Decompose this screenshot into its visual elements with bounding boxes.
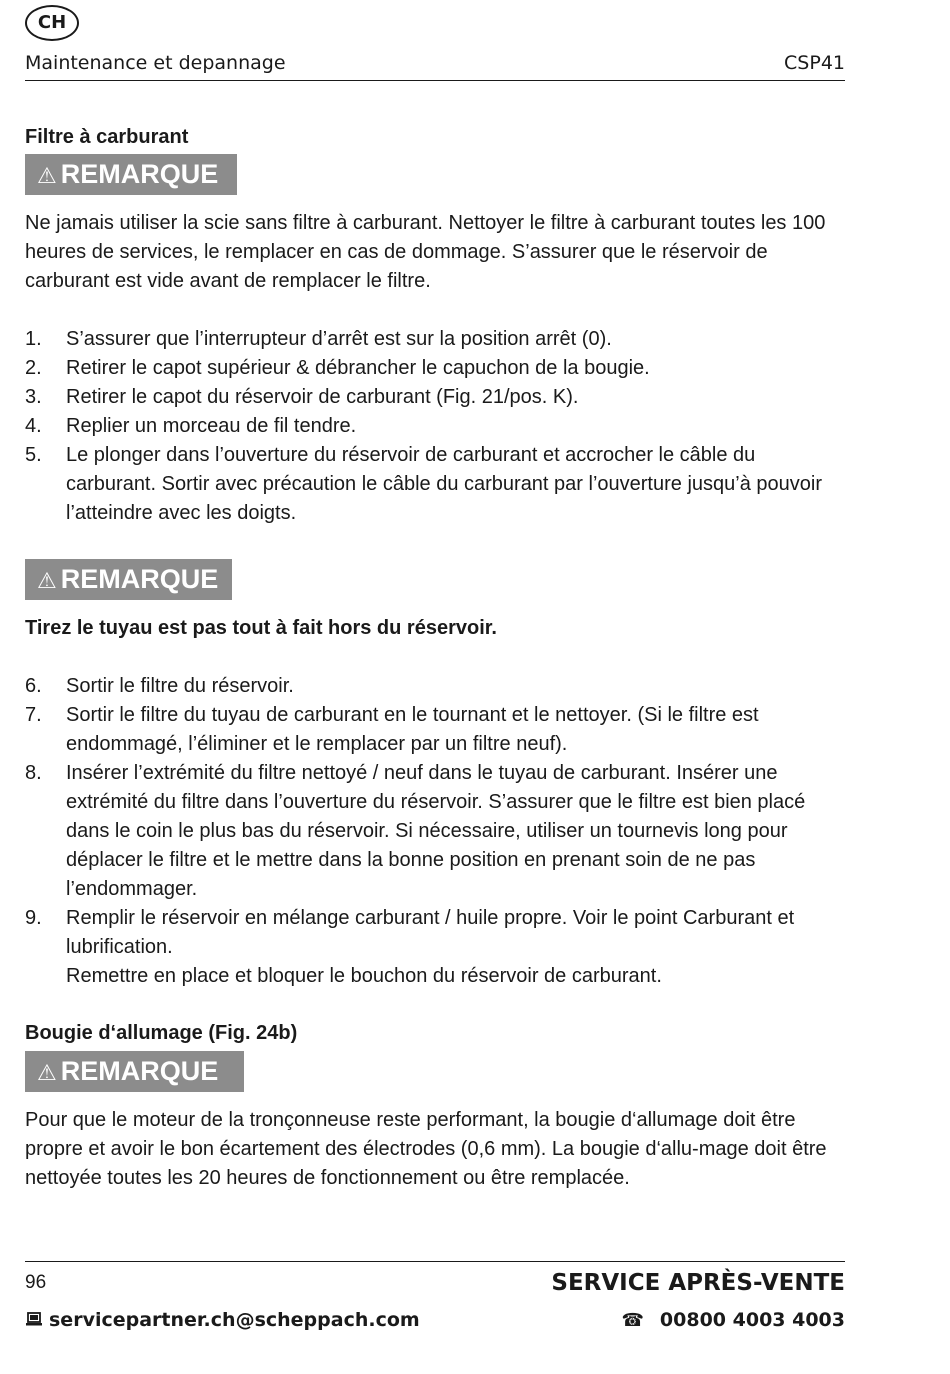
model-name: CSP41 — [784, 52, 845, 74]
list-item: 7. Sortir le filtre du tuyau de carburant en le tournant et le nettoyer. (Si le filtre est endommagé, l’éliminer et le remplacer par un filtre neuf). — [25, 704, 759, 755]
fuel-filter-heading: Filtre à carburant — [25, 126, 189, 148]
laptop-icon — [25, 1311, 43, 1327]
spark-plug-text: Pour que le moteur de la tronçonneuse reste performant, la bougie d‘allumage doit être propre et avoir le bon écartement des électrodes (0,6 mm). La bougie d‘allu-mage doit être nettoyée toutes les 20 heures de fonctionnement ou être remplacée. — [25, 1109, 827, 1189]
pipe-warning: Tirez le tuyau est pas tout à fait hors du réservoir. — [25, 617, 497, 639]
country-badge: CH — [25, 5, 79, 41]
list-item: 2. Retirer le capot supérieur & débrancher le capuchon de la bougie. — [25, 357, 650, 379]
notice-banner-3 — [25, 1051, 244, 1092]
warning-triangle-icon: ⚠ — [37, 1061, 57, 1086]
header-divider — [25, 80, 845, 81]
list-item: 3. Retirer le capot du réservoir de carburant (Fig. 21/pos. K). — [25, 386, 579, 408]
notice-banner-2 — [25, 559, 232, 600]
email-contact — [25, 1306, 420, 1334]
email-link[interactable]: servicepartner.ch@scheppach.com — [49, 1309, 420, 1331]
list-item: 9. Remplir le réservoir en mélange carburant / huile propre. Voir le point Carburant et lubrification. Remettre en place et bloquer le bouchon du réservoir de carburant. — [25, 907, 795, 987]
service-title: SERVICE APRÈS-VENTE — [551, 1270, 845, 1296]
notice-label: REMARQUE — [60, 564, 219, 594]
spark-plug-heading: Bougie d‘allumage (Fig. 24b) — [25, 1022, 298, 1044]
footer-divider — [25, 1261, 845, 1262]
telephone-icon: ☎ — [621, 1310, 644, 1331]
list-item: 6. Sortir le filtre du réservoir. — [25, 675, 294, 697]
steps-list-2 — [25, 672, 847, 991]
steps-list-1 — [25, 325, 847, 528]
notice-banner — [25, 154, 237, 195]
list-item: 1. S’assurer que l’interrupteur d’arrêt est sur la position arrêt (0). — [25, 328, 612, 350]
page-number: 96 — [25, 1272, 47, 1293]
section-title: Maintenance et depannage — [25, 52, 286, 74]
notice-label: REMARQUE — [60, 1056, 219, 1086]
warning-triangle-icon: ⚠ — [37, 569, 57, 594]
phone-number[interactable]: 00800 4003 4003 — [659, 1309, 845, 1331]
list-item: 8. Insérer l’extrémité du filtre nettoyé / neuf dans le tuyau de carburant. Insérer une extrémité du filtre dans l’ouverture du réservoir. S’assurer que le filtre est bien placé dans le coin le plus bas du réservoir. Si nécessaire, utiliser un tournevis long pour déplacer le filtre et le mettre dans la bonne position en prenant soin de ne pas l’endommager. — [25, 762, 806, 900]
notice-label: REMARQUE — [60, 159, 219, 189]
list-item: 5. Le plonger dans l’ouverture du réservoir de carburant et accrocher le câble du carburant. Sortir avec précaution le câble du carburant par l’ouverture jusqu’à pouvoir l’atteindre avec les doigts. — [25, 444, 822, 524]
warning-triangle-icon: ⚠ — [37, 164, 57, 189]
phone-contact — [621, 1306, 845, 1335]
list-item: 4. Replier un morceau de fil tendre. — [25, 415, 357, 437]
fuel-filter-intro: Ne jamais utiliser la scie sans filtre à carburant. Nettoyer le filtre à carburant toutes les 100 heures de services, le remplacer en cas de dommage. S’assurer que le réservoir de carburant est vide avant de remplacer le filtre. — [25, 212, 826, 292]
